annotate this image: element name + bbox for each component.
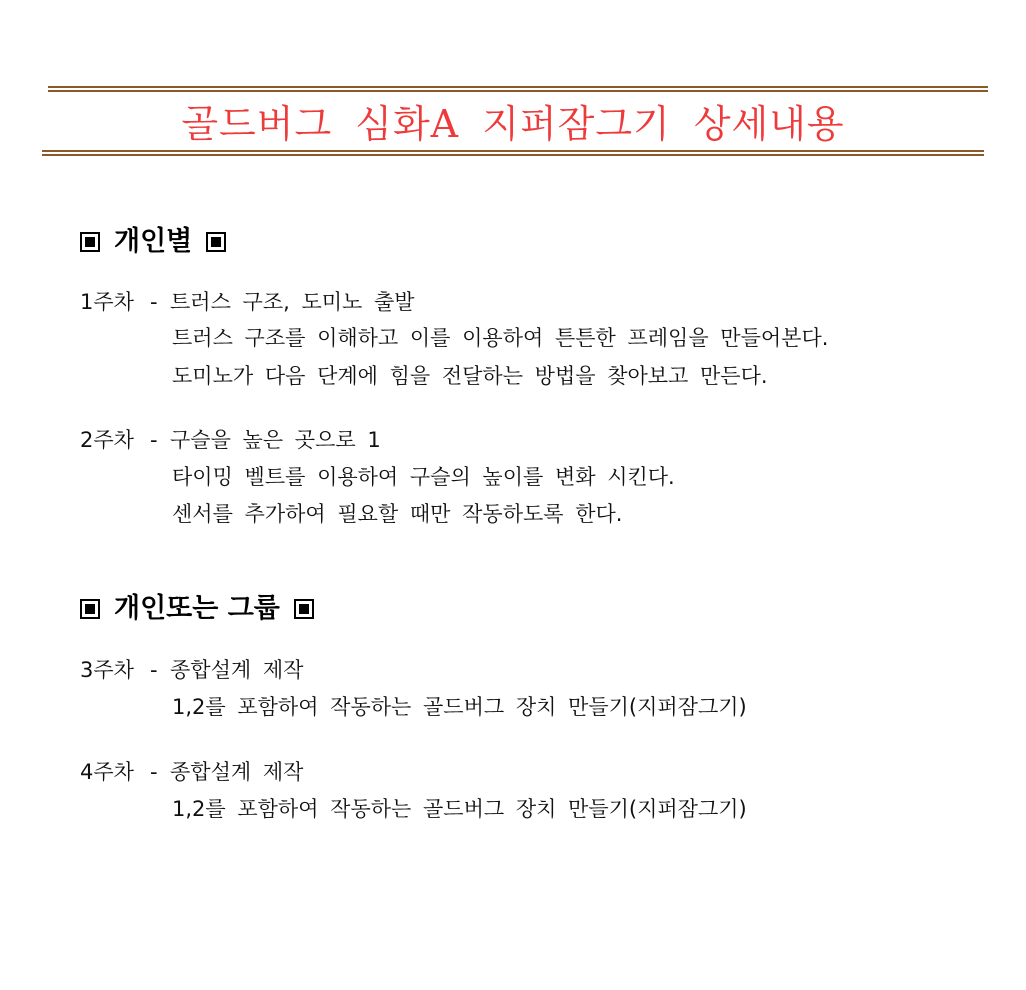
week-item <box>80 655 303 685</box>
title-bottom-rule <box>42 150 984 156</box>
week-item <box>80 757 303 787</box>
week-label: 3주차 <box>80 658 134 682</box>
page-title: 골드버그 심화A 지퍼잠그기 상세내용 <box>181 102 845 146</box>
week-label: 2주차 <box>80 428 134 452</box>
title-top-rule <box>48 86 988 92</box>
week-detail: 트러스 구조를 이해하고 이를 이용하여 튼튼한 프레임을 만들어본다. <box>172 326 829 350</box>
week-topic: 트러스 구조, 도미노 출발 <box>170 290 415 314</box>
week-detail: 1,2를 포함하여 작동하는 골드버그 장치 만들기(지퍼잠그기) <box>172 797 747 821</box>
section-heading-label: 개인별 <box>114 226 193 257</box>
week-dash: - <box>150 290 158 314</box>
week-detail: 센서를 추가하여 필요할 때만 작동하도록 한다. <box>172 502 623 526</box>
week-topic: 종합설계 제작 <box>170 760 304 784</box>
week-label: 4주차 <box>80 760 134 784</box>
week-detail: 타이밍 벨트를 이용하여 구슬의 높이를 변화 시킨다. <box>172 465 675 489</box>
week-item <box>80 287 415 317</box>
section-heading-individual-or-group <box>80 591 314 627</box>
week-label: 1주차 <box>80 290 134 314</box>
section-heading-individual <box>80 224 226 260</box>
week-dash: - <box>150 428 158 452</box>
square-bullet-icon <box>206 232 226 252</box>
square-bullet-icon <box>80 599 100 619</box>
week-topic: 구슬을 높은 곳으로 1 <box>170 428 381 452</box>
section-heading-label: 개인또는 그룹 <box>114 593 280 624</box>
square-bullet-icon <box>80 232 100 252</box>
square-bullet-icon <box>294 599 314 619</box>
week-dash: - <box>150 658 158 682</box>
week-detail: 1,2를 포함하여 작동하는 골드버그 장치 만들기(지퍼잠그기) <box>172 695 747 719</box>
week-detail: 도미노가 다음 단계에 힘을 전달하는 방법을 찾아보고 만든다. <box>172 364 768 388</box>
week-dash: - <box>150 760 158 784</box>
week-topic: 종합설계 제작 <box>170 658 304 682</box>
week-item <box>80 425 381 455</box>
